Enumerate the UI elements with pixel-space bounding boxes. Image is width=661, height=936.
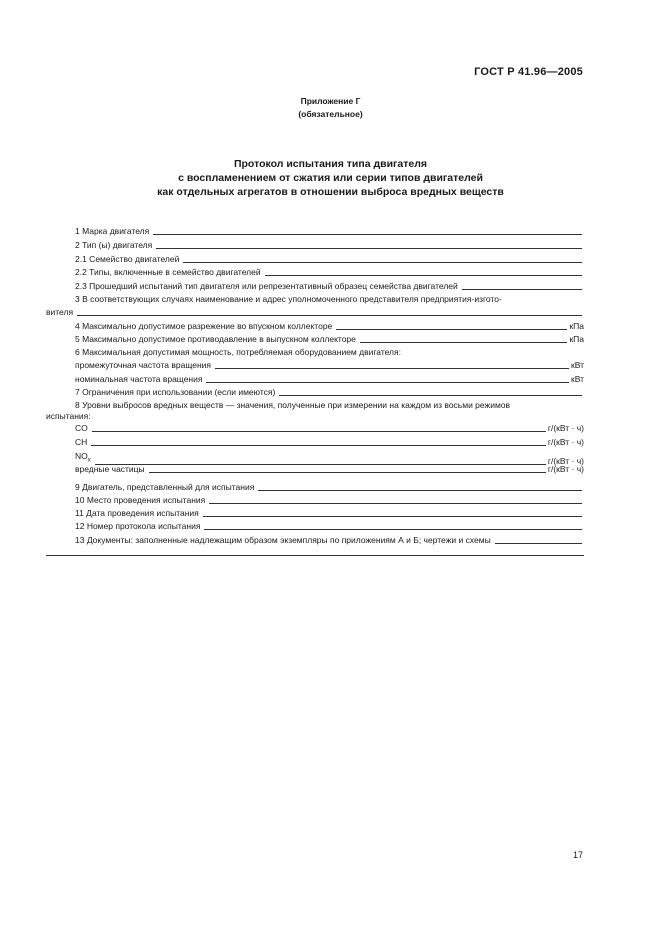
unit-label: кПа <box>569 321 584 331</box>
field-particulates[interactable] <box>75 464 584 475</box>
appendix-status: (обязательное) <box>298 109 363 119</box>
field-label: 2.2 Типы, включенные в семейство двигателей <box>75 267 261 277</box>
field-label: 12 Номер протокола испытания <box>75 521 201 531</box>
field-label: вредные частицы <box>75 464 145 474</box>
unit-label: кВт <box>571 374 584 384</box>
field-limitations[interactable] <box>75 387 584 398</box>
field-label: 1 Марка двигателя <box>75 226 150 236</box>
field-label: 4 Максимально допустимое разрежение во впускном коллекторе <box>75 321 333 331</box>
fill-line[interactable] <box>153 233 582 235</box>
field-engine-family[interactable] <box>75 254 584 265</box>
field-documents[interactable] <box>75 535 584 546</box>
item-3-text: 3 В соответствующих случаях наименование и адрес уполномоченного представителя предприятия-изгото- <box>75 294 502 304</box>
fill-line[interactable] <box>495 542 582 544</box>
item-6-text: 6 Максимальная допустимая мощность, потребляемая оборудованием двигателя: <box>75 347 401 357</box>
fill-line[interactable] <box>279 394 582 396</box>
field-representative[interactable] <box>46 307 584 318</box>
item-8-text-cont: испытания: <box>46 411 91 421</box>
field-test-location[interactable] <box>75 495 584 506</box>
fill-line[interactable] <box>462 288 582 290</box>
field-intermediate-speed-power[interactable] <box>75 360 584 371</box>
field-ch[interactable] <box>75 437 584 448</box>
unit-label: г/(кВт · ч) <box>547 423 584 433</box>
unit-label: кВт <box>571 360 584 370</box>
field-family-types[interactable] <box>75 267 584 278</box>
fill-line[interactable] <box>149 471 546 473</box>
field-label: CO <box>75 423 88 433</box>
field-exhaust-backpressure[interactable] <box>75 334 584 345</box>
field-label: 5 Максимально допустимое противодавление в выпускном коллекторе <box>75 334 356 344</box>
fill-line[interactable] <box>336 328 567 330</box>
fill-line[interactable] <box>206 381 569 383</box>
field-label: 10 Место проведения испытания <box>75 495 206 505</box>
fill-line[interactable] <box>265 274 582 276</box>
field-engine-submitted[interactable] <box>75 482 584 493</box>
field-label: 7 Ограничения при использовании (если имеются) <box>75 387 276 397</box>
unit-label: г/(кВт · ч) <box>547 464 584 474</box>
field-label: промежуточная частота вращения <box>75 360 211 370</box>
unit-label: кПа <box>569 334 584 344</box>
item-8-text: 8 Уровни выбросов вредных веществ — значения, полученные при измерении на каждом из восьми режимов <box>75 400 511 410</box>
page-number: 17 <box>572 850 583 860</box>
field-engine-brand[interactable] <box>75 226 584 237</box>
fill-line[interactable] <box>183 261 582 263</box>
field-label: 2.3 Прошедший испытаний тип двигателя или репрезентативный образец семейства двигателей <box>75 281 458 291</box>
documents-continuation-line[interactable] <box>46 555 584 556</box>
field-label: 9 Двигатель, представленный для испытания <box>75 482 255 492</box>
fill-line[interactable] <box>77 314 582 316</box>
fill-line[interactable] <box>91 444 546 446</box>
field-co[interactable] <box>75 423 584 434</box>
unit-label: г/(кВт · ч) <box>547 437 584 447</box>
field-label: 13 Документы: заполненные надлежащим образом экземпляры по приложениям А и Б; чертежи и схемы <box>75 535 491 545</box>
fill-line[interactable] <box>215 367 569 369</box>
field-intake-depression[interactable] <box>75 321 584 332</box>
appendix-title: Приложение Г <box>300 96 361 106</box>
field-label: CH <box>75 437 88 447</box>
field-tested-type[interactable] <box>75 281 584 292</box>
field-label: номинальная частота вращения <box>75 374 203 384</box>
field-label: 2 Тип (ы) двигателя <box>75 240 153 250</box>
document-title <box>0 157 661 199</box>
field-rated-speed-power[interactable] <box>75 374 584 385</box>
fill-line[interactable] <box>204 528 582 530</box>
fill-line[interactable] <box>92 430 546 432</box>
nox-sub: x <box>87 457 91 464</box>
field-engine-type[interactable] <box>75 240 584 251</box>
field-test-date[interactable] <box>75 508 584 519</box>
title-line-2: с воспламенением от сжатия или серии типов двигателей <box>178 172 483 184</box>
fill-line[interactable] <box>156 247 582 249</box>
field-label: 2.1 Семейство двигателей <box>75 254 180 264</box>
nox-main: NO <box>75 451 88 461</box>
fill-line[interactable] <box>209 502 582 504</box>
field-label: вителя <box>46 307 74 317</box>
fill-line[interactable] <box>258 489 582 491</box>
title-line-3: как отдельных агрегатов в отношении выброса вредных веществ <box>157 186 504 198</box>
title-line-1: Протокол испытания типа двигателя <box>233 158 428 170</box>
fill-line[interactable] <box>203 515 582 517</box>
field-label: 11 Дата проведения испытания <box>75 508 199 518</box>
standard-number: ГОСТ Р 41.96—2005 <box>474 66 583 78</box>
unit-label: г/(кВт · ч) <box>547 455 584 466</box>
field-report-number[interactable] <box>75 521 584 532</box>
fill-line[interactable] <box>360 341 568 343</box>
